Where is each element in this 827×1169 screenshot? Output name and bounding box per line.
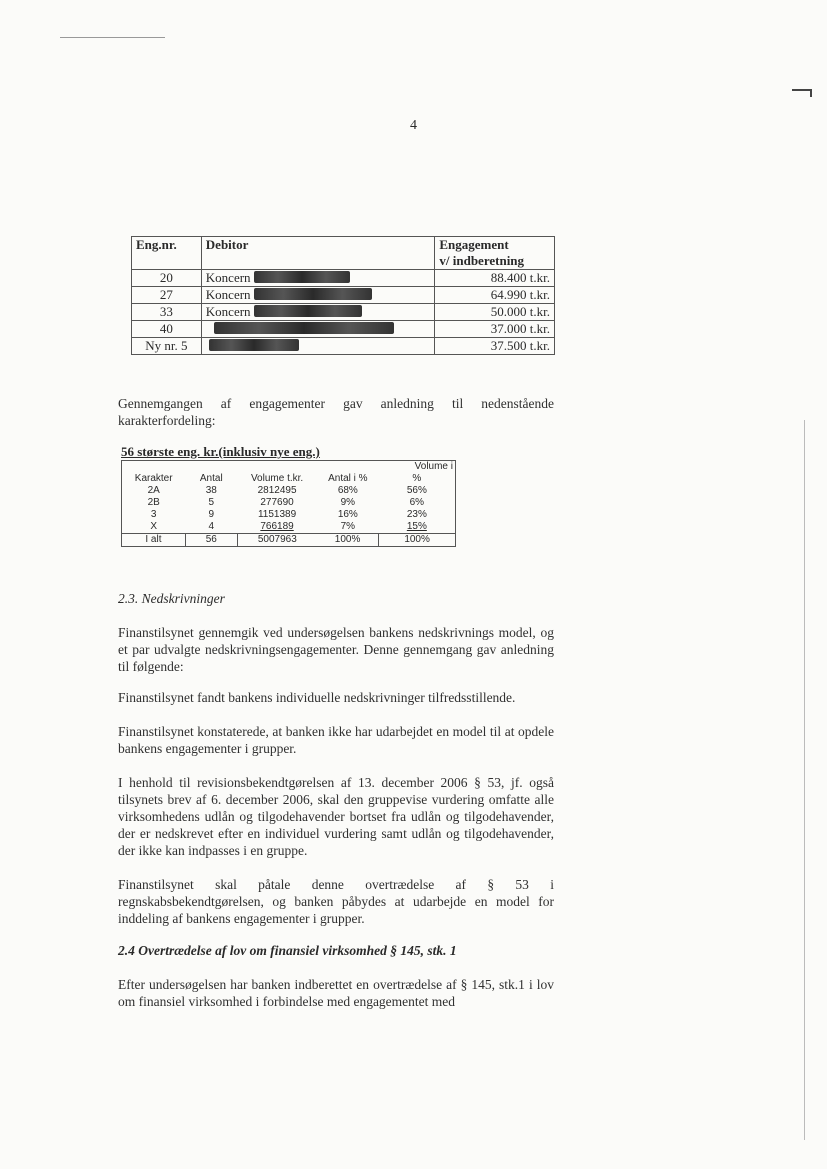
table-row — [132, 304, 555, 321]
total-antal-pct: 100% — [317, 534, 379, 547]
antal-pct-cell: 7% — [340, 521, 356, 532]
header-volume: Volume t.kr. — [250, 473, 304, 484]
header-eng-nr: Eng.nr. — [132, 237, 202, 270]
header-engagement — [435, 237, 555, 270]
antal-cell: 38 — [205, 485, 217, 496]
eng-nr-cell: 33 — [132, 304, 202, 321]
debitor-label: Koncern — [205, 270, 251, 285]
redaction-mark — [214, 322, 394, 334]
amount-cell: 88.400 t.kr. — [435, 270, 555, 287]
karakter-table-title: 56 største eng. kr.(inklusiv nye eng.) — [121, 444, 320, 459]
eng-nr-cell: 40 — [132, 321, 202, 338]
header-engagement-label: Engagement — [439, 237, 509, 252]
antal-cell: 5 — [208, 497, 215, 508]
header-volume-pct-2: % — [412, 473, 422, 484]
header-debitor: Debitor — [201, 237, 435, 270]
antal-pct-cell: 16% — [337, 509, 358, 520]
debitor-label: Koncern — [205, 304, 251, 319]
karakter-cell: 2B — [147, 497, 160, 508]
volume-pct-cell: 56% — [406, 485, 427, 496]
nedskrivninger-paragraph: Finanstilsynet gennemgik ved undersøgelsen bankens nedskrivnings model, og et par udvalgte nedskrivningsengagementer. Denne gennemgang gav anledning til følgende: — [118, 625, 554, 674]
scan-artifact-top — [60, 37, 165, 38]
antal-cell: 4 — [208, 521, 215, 532]
table-row — [122, 485, 456, 497]
volume-pct-cell: 23% — [406, 509, 427, 520]
volume-pct-cell: 6% — [409, 497, 425, 508]
table-row — [122, 497, 456, 509]
total-row — [122, 534, 456, 547]
intro-paragraph: Gennemgangen af engagementer gav anledning til nedenstående karakterfordeling: — [118, 396, 554, 428]
amount-cell: 37.500 t.kr. — [435, 338, 555, 355]
nedskrivninger-paragraph: I henhold til revisionsbekendtgørelsen af 13. december 2006 § 53, jf. også tilsynets brev af 6. december 2006, skal den gruppevise vurdering omfatte alle virksomhedens udlån og tilgodehavender bortset fra udlån og tilgodehavender, der er nedskrevet efter en individuel vurdering samt udlån og tilgodehavender, der ikke kan indpasses i en gruppe. — [118, 775, 554, 858]
debitor-cell — [201, 338, 435, 355]
header-antal-pct: Antal i % — [328, 473, 368, 484]
engagement-table-header — [132, 237, 555, 270]
amount-cell: 64.990 t.kr. — [435, 287, 555, 304]
table-row — [132, 287, 555, 304]
engagement-table — [131, 236, 555, 355]
section-2-4-heading: 2.4 Overtrædelse af lov om finansiel virksomhed § 145, stk. 1 — [118, 943, 457, 958]
redaction-mark — [254, 305, 362, 317]
table-row — [132, 321, 555, 338]
amount-cell: 50.000 t.kr. — [435, 304, 555, 321]
debitor-cell — [201, 287, 435, 304]
debitor-label: Koncern — [205, 287, 251, 302]
volume-cell: 766189 — [260, 521, 294, 532]
volume-cell: 277690 — [260, 497, 294, 508]
scan-artifact-corner — [792, 89, 812, 91]
debitor-cell — [201, 270, 435, 287]
header-karakter: Karakter — [134, 473, 173, 484]
header-volume-pct-1: Volume i — [414, 461, 453, 472]
karakter-table — [121, 460, 456, 547]
debitor-cell — [201, 321, 435, 338]
debitor-cell — [201, 304, 435, 321]
volume-cell: 2812495 — [257, 485, 297, 496]
overtraedelse-paragraph: Efter undersøgelsen har banken indberettet en overtrædelse af § 145, stk.1 i lov om finansiel virksomhed i forbindelse med engagementet med — [118, 977, 554, 1009]
table-row — [132, 338, 555, 355]
total-antal: 56 — [185, 534, 237, 547]
karakter-cell: X — [150, 521, 158, 532]
antal-pct-cell: 68% — [337, 485, 358, 496]
redaction-mark — [209, 339, 299, 351]
volume-pct-cell: 15% — [406, 521, 427, 532]
scan-artifact-right-edge — [804, 420, 805, 1140]
section-2-3-heading: 2.3. Nedskrivninger — [118, 591, 225, 606]
scan-artifact-corner-tick — [810, 89, 812, 97]
table-row — [132, 270, 555, 287]
page-number: 4 — [410, 118, 417, 133]
redaction-mark — [254, 271, 350, 283]
header-antal: Antal — [199, 473, 223, 484]
table-row — [122, 509, 456, 521]
karakter-header-row-1 — [122, 461, 456, 474]
total-volume: 5007963 — [237, 534, 317, 547]
karakter-header-row-2 — [122, 473, 456, 485]
eng-nr-cell: Ny nr. 5 — [132, 338, 202, 355]
eng-nr-cell: 20 — [132, 270, 202, 287]
karakter-cell: 3 — [150, 509, 157, 520]
redaction-mark — [254, 288, 372, 300]
header-engagement-sub: v/ indberetning — [439, 253, 525, 268]
amount-cell: 37.000 t.kr. — [435, 321, 555, 338]
antal-pct-cell: 9% — [340, 497, 356, 508]
nedskrivninger-paragraph: Finanstilsynet skal påtale denne overtrædelse af § 53 i regnskabsbekendtgørelsen, og banken påbydes at udarbejde en model for inddeling af bankens engagementer i grupper. — [118, 877, 554, 926]
karakter-cell: 2A — [147, 485, 160, 496]
total-volume-pct: 100% — [379, 534, 456, 547]
nedskrivninger-paragraph: Finanstilsynet fandt bankens individuelle nedskrivninger tilfredsstillende. — [118, 690, 516, 705]
volume-cell: 1151389 — [257, 509, 297, 520]
eng-nr-cell: 27 — [132, 287, 202, 304]
table-row — [122, 521, 456, 534]
total-label: I alt — [122, 534, 186, 547]
nedskrivninger-paragraph: Finanstilsynet konstaterede, at banken ikke har udarbejdet en model til at opdele bankens engagementer i grupper. — [118, 724, 554, 756]
antal-cell: 9 — [208, 509, 215, 520]
